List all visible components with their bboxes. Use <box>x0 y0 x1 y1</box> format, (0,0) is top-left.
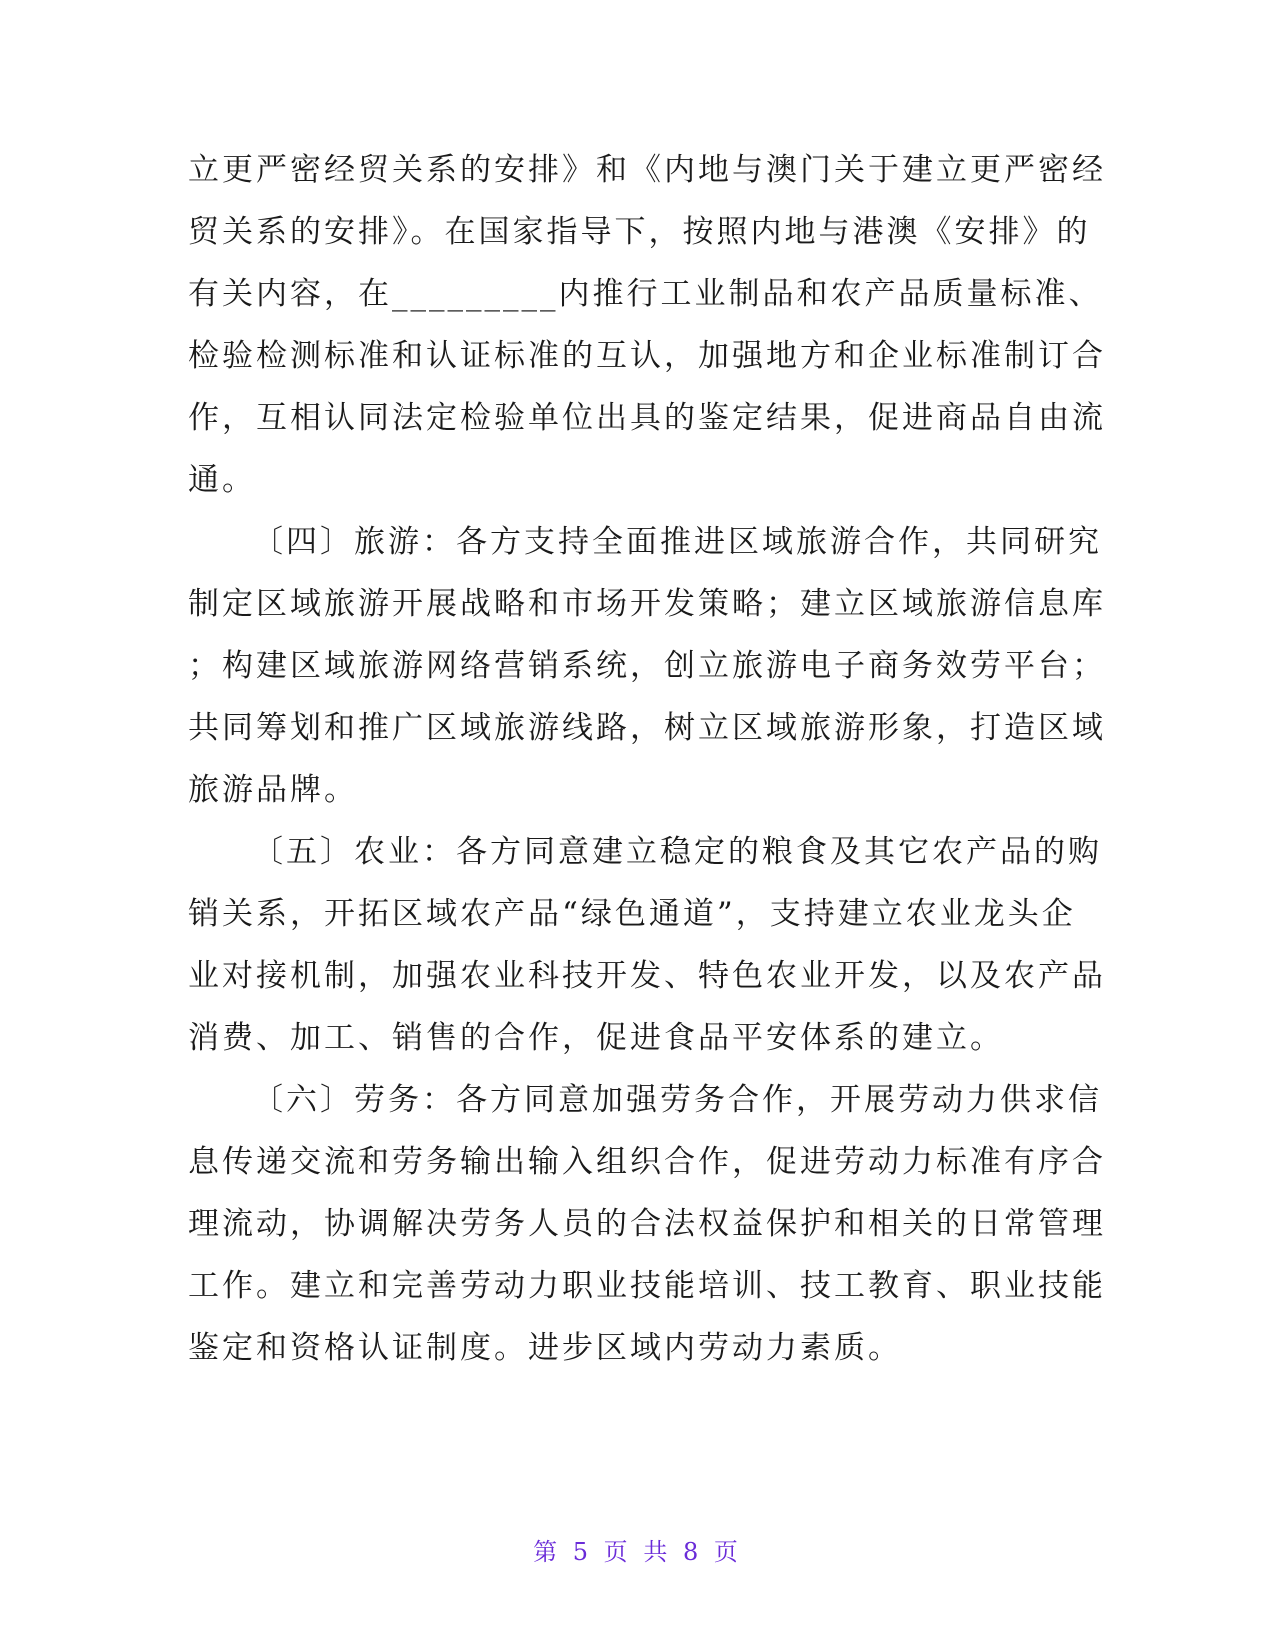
paragraph-line: 共同筹划和推广区域旅游线路，树立区域旅游形象，打造区域 <box>188 710 1106 746</box>
paragraph-line: 业对接机制，加强农业科技开发、特色农业开发，以及农产品 <box>188 958 1106 994</box>
section-heading-labor: 〔六〕劳务：各方同意加强劳务合作，开展劳动力供求信 <box>252 1082 1102 1118</box>
paragraph-line: 理流动，协调解决劳务人员的合法权益保护和相关的日常管理 <box>188 1206 1106 1242</box>
page-footer <box>0 1537 1275 1567</box>
total-pages-number: 8 <box>682 1538 703 1566</box>
paragraph-line: 立更严密经贸关系的安排》和《内地与澳门关于建立更严密经 <box>188 152 1106 188</box>
paragraph-line: 鉴定和资格认证制度。进步区域内劳动力素质。 <box>188 1330 902 1366</box>
footer-page-end-label: 页 <box>713 1538 742 1566</box>
paragraph-line: 制定区域旅游开展战略和市场开发策略；建立区域旅游信息库 <box>188 586 1106 622</box>
footer-prefix: 第 <box>533 1538 562 1566</box>
paragraph-line: 作，互相认同法定检验单位出具的鉴定结果，促进商品自由流 <box>188 400 1106 436</box>
footer-total-label: 共 <box>643 1538 672 1566</box>
paragraph-line: 旅游品牌。 <box>188 772 358 808</box>
paragraph-line: 检验检测标准和认证标准的互认，加强地方和企业标准制订合 <box>188 338 1106 374</box>
footer-page-label: 页 <box>603 1538 632 1566</box>
paragraph-line: ；构建区域旅游网络营销系统，创立旅游电子商务效劳平台； <box>188 648 1106 684</box>
section-heading-agriculture: 〔五〕农业：各方同意建立稳定的粮食及其它农产品的购 <box>252 834 1102 870</box>
paragraph-line: 有关内容，在_________内推行工业制品和农产品质量标准、 <box>188 276 1103 312</box>
current-page-number: 5 <box>572 1538 593 1566</box>
section-heading-tourism: 〔四〕旅游：各方支持全面推进区域旅游合作，共同研究 <box>252 524 1102 560</box>
paragraph-line: 消费、加工、销售的合作，促进食品平安体系的建立。 <box>188 1020 1004 1056</box>
paragraph-line: 息传递交流和劳务输出输入组织合作，促进劳动力标准有序合 <box>188 1144 1106 1180</box>
paragraph-line: 工作。建立和完善劳动力职业技能培训、技工教育、职业技能 <box>188 1268 1106 1304</box>
paragraph-line: 贸关系的安排》。在国家指导下，按照内地与港澳《安排》的 <box>188 214 1091 250</box>
paragraph-line: 销关系，开拓区域农产品“绿色通道”，支持建立农业龙头企 <box>188 896 1076 932</box>
paragraph-line: 通。 <box>188 462 256 498</box>
